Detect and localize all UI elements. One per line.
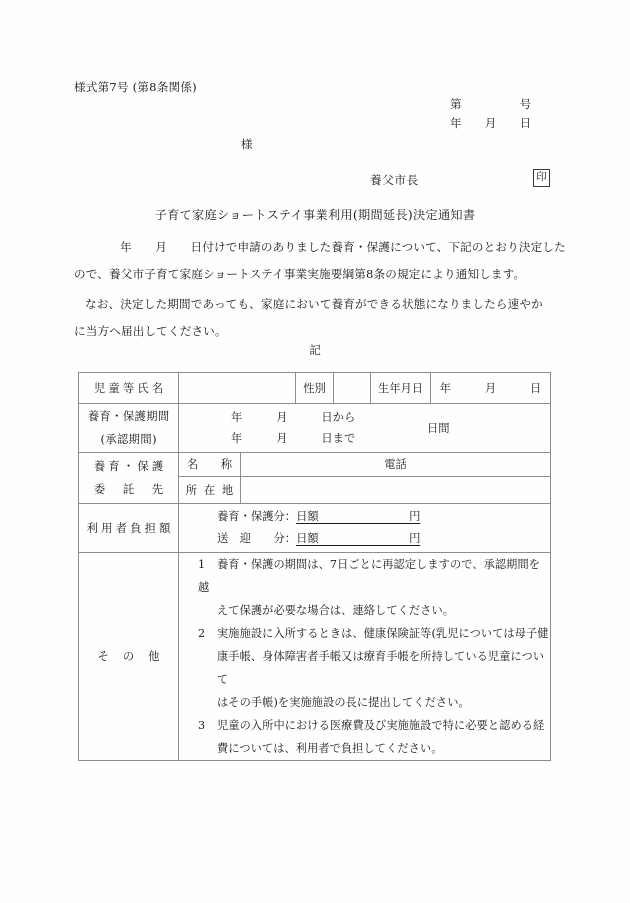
note-line: 2 実施施設に入所するときは、健康保険証等(乳児については母子健 <box>198 622 550 645</box>
label-birthdate: 生年月日 <box>371 373 431 404</box>
form-number: 様式第7号 (第8条関係) <box>74 80 197 94</box>
note-number: 3 <box>198 719 206 732</box>
fee-transport-label: 送 迎 分： <box>217 532 297 545</box>
note-number: 2 <box>198 627 206 640</box>
label-care-period-line-1: 養育・保護期間 <box>87 410 170 423</box>
note-line: 費については、利用者で負担してください。 <box>217 742 443 755</box>
issuer-name: 養父市長 <box>370 173 419 187</box>
label-child-name: 児童等氏名 <box>79 373 179 404</box>
label-entrust-destination <box>79 453 179 504</box>
fee-care-label: 養育・保護分： <box>217 510 297 523</box>
value-care-period[interactable] <box>179 404 551 453</box>
note-line: えて保護が必要な場合は、連絡してください。 <box>217 604 455 617</box>
value-other-notes <box>179 553 551 761</box>
fee-transport-amount[interactable]: 日額 円 <box>296 532 421 545</box>
label-care-period-line-2: (承認期間) <box>100 433 157 446</box>
table-row-user-fee <box>79 504 551 553</box>
note-line: はその手帳)を実施施設の長に提出してください。 <box>217 696 470 709</box>
seal-stamp-icon: 印 <box>533 169 550 187</box>
addressee-honorific: 様 <box>241 137 253 151</box>
label-facility-name: 名 称 <box>179 453 241 477</box>
label-entrust-line-2: 委 託 先 <box>93 483 167 496</box>
paragraph-decision-line-1: 年 月 日付けで申請のありました養育・保護について、下記のとおり決定した <box>120 240 566 254</box>
table-row-care-period <box>79 404 551 453</box>
label-care-period <box>79 404 179 453</box>
note-item <box>179 622 550 714</box>
ki-marker: 記 <box>309 343 321 357</box>
page-title: 子育て家庭ショートステイ事業利用(期間延長)決定通知書 <box>154 208 476 222</box>
value-birthdate[interactable]: 年 月 日 <box>431 373 551 404</box>
care-period-days-label: 日間 <box>427 422 450 435</box>
paragraph-notice-line-1: なお、決定した期間であっても、家庭において養育ができる状態になりましたら速やか <box>85 297 543 311</box>
notes-list <box>179 553 550 760</box>
document-number-field: 第 号 <box>450 97 532 111</box>
care-period-from[interactable]: 年 月 日から <box>231 411 356 424</box>
decision-detail-table <box>78 372 551 761</box>
note-number: 1 <box>198 558 206 571</box>
note-line: 康手帳、身体障害者手帳又は療育手帳を所持している児童について <box>217 650 545 686</box>
value-facility-address[interactable] <box>241 477 551 504</box>
table-row-child-info <box>79 373 551 404</box>
note-item <box>179 553 550 622</box>
value-child-name[interactable] <box>179 373 296 404</box>
paragraph-notice-line-2: に当方へ届出してください。 <box>74 324 227 338</box>
label-entrust-line-1: 養育・保護 <box>93 460 167 473</box>
table-row-entrust-name <box>79 453 551 477</box>
paragraph-decision-line-2: ので、養父市子育て家庭ショートステイ事業実施要綱第8条の規定により通知します。 <box>74 267 526 281</box>
fee-transport-line[interactable] <box>179 528 550 550</box>
paragraph-decision <box>74 234 566 288</box>
fee-care-line[interactable] <box>179 506 550 528</box>
note-item <box>179 714 550 760</box>
label-facility-phone: 電話 <box>241 453 551 477</box>
paragraph-notice <box>74 291 556 345</box>
label-gender: 性別 <box>296 373 334 404</box>
value-user-fee[interactable] <box>179 504 551 553</box>
fee-care-amount[interactable]: 日額 円 <box>296 510 421 523</box>
label-facility-address: 所 在 地 <box>179 477 241 504</box>
table-row-other-notes <box>79 553 551 761</box>
label-other: その他 <box>79 553 179 761</box>
label-user-fee: 利用者負担額 <box>79 504 179 553</box>
note-line: 3 児童の入所中における医療費及び実施施設で特に必要と認める経 <box>198 714 550 737</box>
value-gender[interactable] <box>334 373 371 404</box>
note-line: 1 養育・保護の期間は、7日ごとに再認定しますので、承認期間を越 <box>198 553 550 599</box>
document-date-field: 年 月 日 <box>450 116 532 130</box>
care-period-to[interactable]: 年 月 日まで <box>231 432 356 445</box>
